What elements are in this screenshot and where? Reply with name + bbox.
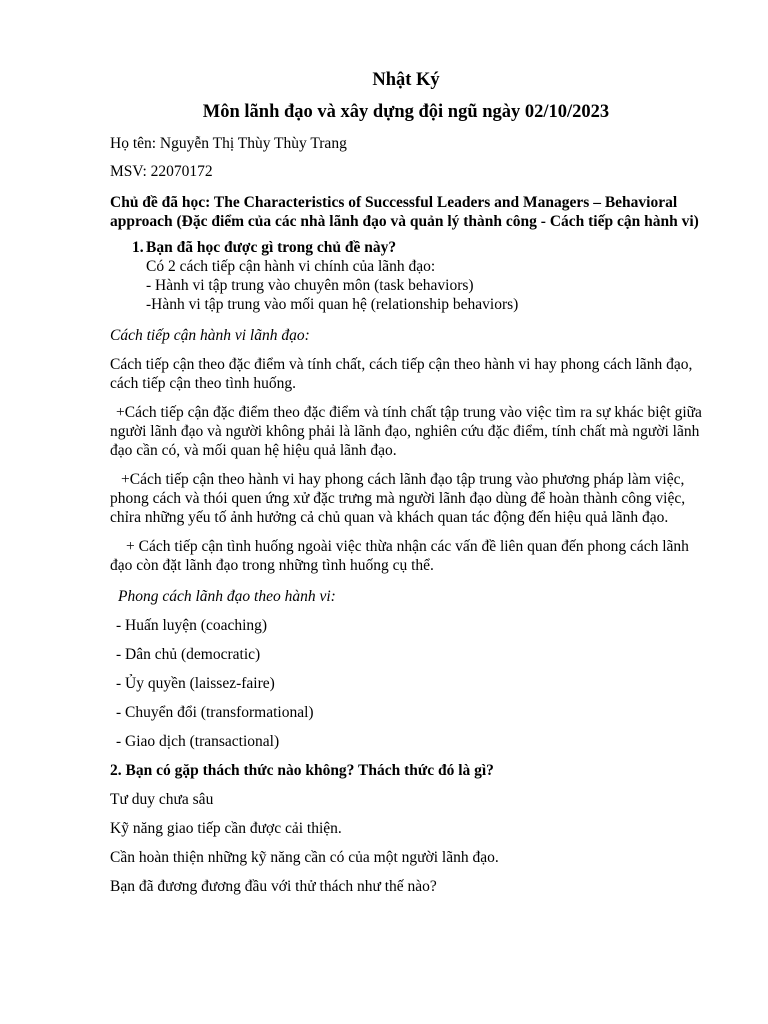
question-1-number: 1. <box>132 239 144 256</box>
student-name: Họ tên: Nguyễn Thị Thùy Thùy Trang <box>110 135 347 152</box>
question-1-heading: Bạn đã học được gì trong chủ đề này? <box>146 239 397 256</box>
student-id: MSV: 22070172 <box>110 163 213 180</box>
document-subtitle: Môn lãnh đạo và xây dựng đội ngũ ngày 02/10/2023 <box>202 102 610 122</box>
document-title: Nhật Ký <box>372 70 440 90</box>
style-item: - Chuyển đổi (transformational) <box>116 704 314 721</box>
question-1-block <box>110 238 702 314</box>
question-1-line: Có 2 cách tiếp cận hành vi chính của lãnh đạo: <box>146 258 436 275</box>
approach-paragraph: +Cách tiếp cận theo hành vi hay phong cách lãnh đạo tập trung vào phương pháp làm việc, phong cách và thói quen ứng xử đặc trưng mà người lãnh đạo dùng để hoàn thành công việc, chỉra những yếu tố ảnh hưởng cả chủ quan và khách quan tác động đến hiệu quả lãnh đạo. <box>110 471 686 526</box>
question-2-answer: Cần hoàn thiện những kỹ năng cần có của một người lãnh đạo. <box>110 849 499 866</box>
question-1-line: -Hành vi tập trung vào mối quan hệ (relationship behaviors) <box>146 296 519 313</box>
style-item: - Ủy quyền (laissez-faire) <box>116 675 275 692</box>
question-1-line: - Hành vi tập trung vào chuyên môn (task behaviors) <box>146 277 474 294</box>
approach-heading: Cách tiếp cận hành vi lãnh đạo: <box>110 327 310 344</box>
question-2-heading: 2. Bạn có gặp thách thức nào không? Thách thức đó là gì? <box>110 762 494 779</box>
styles-heading: Phong cách lãnh đạo theo hành vi: <box>118 588 336 605</box>
style-item: - Dân chủ (democratic) <box>116 646 261 663</box>
question-2-answer: Bạn đã đương đương đầu với thử thách như thế nào? <box>110 878 437 895</box>
approach-intro: Cách tiếp cận theo đặc điểm và tính chất, cách tiếp cận theo hành vi hay phong cách lãnh đạo, cách tiếp cận theo tình huống. <box>110 356 693 392</box>
approach-paragraph: + Cách tiếp cận tình huống ngoài việc thừa nhận các vấn đề liên quan đến phong cách lãnh đạo còn đặt lãnh đạo trong những tình huống cụ thể. <box>110 538 689 574</box>
style-item: - Giao dịch (transactional) <box>116 733 280 750</box>
question-2-answer: Kỹ năng giao tiếp cần được cải thiện. <box>110 820 342 837</box>
topic-paragraph: Chủ đề đã học: The Characteristics of Successful Leaders and Managers – Behavioral approach (Đặc điểm của các nhà lãnh đạo và quản lý thành công - Cách tiếp cận hành vi) <box>110 194 699 230</box>
approach-paragraph: +Cách tiếp cận đặc điểm theo đặc điểm và tính chất tập trung vào việc tìm ra sự khác biệt giữa người lãnh đạo và người không phải là lãnh đạo, nghiên cứu đặc điểm, tính chất mà người lãnh đạo cần có, và mối quan hệ hiệu quả lãnh đạo. <box>110 404 702 459</box>
question-2-answer: Tư duy chưa sâu <box>110 791 214 808</box>
style-item: - Huấn luyện (coaching) <box>116 617 268 634</box>
document-body <box>110 68 702 896</box>
